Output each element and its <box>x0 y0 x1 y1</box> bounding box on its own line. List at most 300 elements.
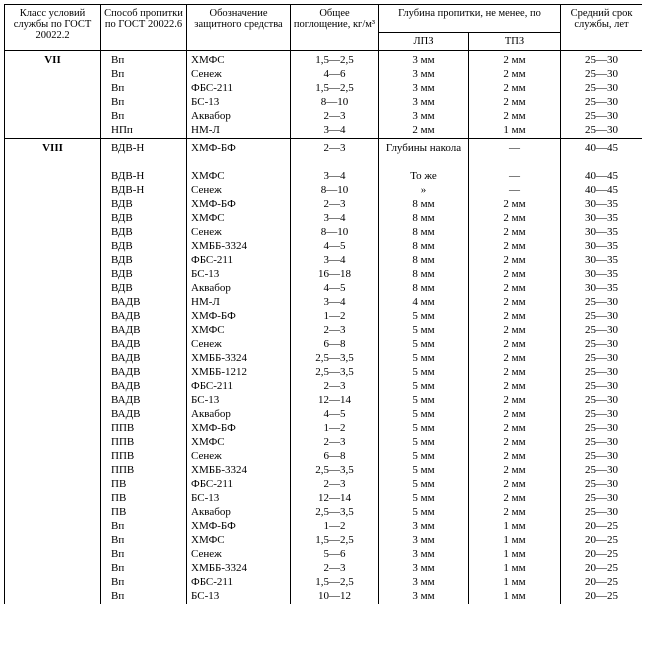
table-row <box>5 380 643 394</box>
table-row <box>5 534 643 548</box>
table-row <box>5 366 643 380</box>
service-life-cell: 25—30 <box>561 96 643 110</box>
method-cell: ПВ <box>101 506 187 520</box>
agent-cell: ХМФ-БФ <box>187 198 291 212</box>
table-row <box>5 422 643 436</box>
service-life-cell: 20—25 <box>561 590 643 604</box>
service-life-cell: 30—35 <box>561 240 643 254</box>
lpz-depth-cell: 8 мм <box>379 226 469 240</box>
consumption-cell: 3—4 <box>291 254 379 268</box>
table-row <box>5 492 643 506</box>
consumption-cell: 1—2 <box>291 520 379 534</box>
consumption-cell: 2—3 <box>291 478 379 492</box>
lpz-depth-cell: 5 мм <box>379 492 469 506</box>
method-cell: ВАДВ <box>101 352 187 366</box>
lpz-depth-cell: 8 мм <box>379 254 469 268</box>
table-row <box>5 576 643 590</box>
agent-cell: ФБС-211 <box>187 254 291 268</box>
method-cell: ВАДВ <box>101 338 187 352</box>
service-life-cell: 40—45 <box>561 139 643 171</box>
lpz-depth-cell: 3 мм <box>379 562 469 576</box>
table-row <box>5 240 643 254</box>
tpz-depth-cell: 2 мм <box>469 226 561 240</box>
tpz-depth-cell: 2 мм <box>469 366 561 380</box>
class-cell <box>5 506 101 520</box>
method-cell: Вп <box>101 548 187 562</box>
method-cell: ВАДВ <box>101 296 187 310</box>
agent-cell: БС-13 <box>187 268 291 282</box>
service-life-cell: 25—30 <box>561 110 643 124</box>
service-life-cell: 20—25 <box>561 548 643 562</box>
consumption-cell: 2—3 <box>291 110 379 124</box>
service-life-cell: 25—30 <box>561 338 643 352</box>
consumption-cell: 5—6 <box>291 548 379 562</box>
table-row <box>5 110 643 124</box>
tpz-depth-cell: 2 мм <box>469 492 561 506</box>
class-cell <box>5 324 101 338</box>
service-life-cell: 25—30 <box>561 82 643 96</box>
tpz-depth-cell: 2 мм <box>469 506 561 520</box>
service-life-cell: 25—30 <box>561 380 643 394</box>
consumption-cell: 8—10 <box>291 226 379 240</box>
lpz-depth-cell: Глубины накола <box>379 139 469 171</box>
consumption-cell: 2,5—3,5 <box>291 366 379 380</box>
class-cell <box>5 534 101 548</box>
method-cell: Вп <box>101 534 187 548</box>
consumption-cell: 2—3 <box>291 198 379 212</box>
tpz-depth-cell: 2 мм <box>469 96 561 110</box>
lpz-depth-cell: 3 мм <box>379 590 469 604</box>
class-cell <box>5 96 101 110</box>
consumption-cell: 2,5—3,5 <box>291 506 379 520</box>
service-life-cell: 25—30 <box>561 296 643 310</box>
lpz-depth-cell: 5 мм <box>379 324 469 338</box>
service-life-cell: 25—30 <box>561 450 643 464</box>
consumption-cell: 3—4 <box>291 296 379 310</box>
table-row <box>5 96 643 110</box>
lpz-depth-cell: 3 мм <box>379 520 469 534</box>
agent-cell: ХМББ-1212 <box>187 366 291 380</box>
table-row <box>5 590 643 604</box>
header-depth: Глубина пропитки, не менее, по <box>379 5 561 33</box>
class-cell <box>5 352 101 366</box>
service-life-cell: 25—30 <box>561 408 643 422</box>
class-cell <box>5 450 101 464</box>
agent-cell: БС-13 <box>187 590 291 604</box>
tpz-depth-cell: 2 мм <box>469 394 561 408</box>
lpz-depth-cell: » <box>379 184 469 198</box>
agent-cell: ХМББ-3324 <box>187 562 291 576</box>
service-life-cell: 25—30 <box>561 310 643 324</box>
service-life-cell: 40—45 <box>561 184 643 198</box>
lpz-depth-cell: 8 мм <box>379 282 469 296</box>
class-cell <box>5 590 101 604</box>
consumption-cell: 4—5 <box>291 408 379 422</box>
service-life-cell: 30—35 <box>561 212 643 226</box>
header-method: Способ пропитки по ГОСТ 20022.6 <box>101 5 187 51</box>
table-row <box>5 139 643 171</box>
class-cell <box>5 464 101 478</box>
class-cell <box>5 380 101 394</box>
lpz-depth-cell: 3 мм <box>379 96 469 110</box>
method-cell: ППВ <box>101 422 187 436</box>
class-cell: VIII <box>5 139 101 171</box>
service-life-cell: 25—30 <box>561 68 643 82</box>
lpz-depth-cell: 3 мм <box>379 110 469 124</box>
table-row <box>5 170 643 184</box>
consumption-cell: 6—8 <box>291 450 379 464</box>
method-cell: ВАДВ <box>101 324 187 338</box>
agent-cell: Сенеж <box>187 226 291 240</box>
method-cell: Вп <box>101 520 187 534</box>
method-cell: Вп <box>101 82 187 96</box>
agent-cell: Аквабор <box>187 110 291 124</box>
tpz-depth-cell: 2 мм <box>469 450 561 464</box>
consumption-cell: 8—10 <box>291 184 379 198</box>
tpz-depth-cell: 2 мм <box>469 422 561 436</box>
tpz-depth-cell: 2 мм <box>469 51 561 69</box>
tpz-depth-cell: 2 мм <box>469 68 561 82</box>
class-cell <box>5 478 101 492</box>
method-cell: ВДВ <box>101 282 187 296</box>
lpz-depth-cell: 5 мм <box>379 478 469 492</box>
tpz-depth-cell: 2 мм <box>469 380 561 394</box>
method-cell: ВАДВ <box>101 394 187 408</box>
lpz-depth-cell: 3 мм <box>379 548 469 562</box>
method-cell: ВДВ <box>101 212 187 226</box>
lpz-depth-cell: 5 мм <box>379 338 469 352</box>
class-cell <box>5 576 101 590</box>
agent-cell: Сенеж <box>187 450 291 464</box>
method-cell: ПВ <box>101 492 187 506</box>
lpz-depth-cell: 5 мм <box>379 450 469 464</box>
consumption-cell: 3—4 <box>291 124 379 139</box>
consumption-cell: 1—2 <box>291 422 379 436</box>
service-life-cell: 30—35 <box>561 268 643 282</box>
tpz-depth-cell: — <box>469 170 561 184</box>
agent-cell: НМ-Л <box>187 296 291 310</box>
lpz-depth-cell: 8 мм <box>379 240 469 254</box>
tpz-depth-cell: 1 мм <box>469 590 561 604</box>
lpz-depth-cell: 5 мм <box>379 366 469 380</box>
class-cell <box>5 422 101 436</box>
table-row <box>5 562 643 576</box>
method-cell: ВДВ <box>101 198 187 212</box>
lpz-depth-cell: 5 мм <box>379 408 469 422</box>
header-agent: Обозначение защитного средства <box>187 5 291 51</box>
table-row <box>5 51 643 69</box>
table-row <box>5 198 643 212</box>
table-row <box>5 352 643 366</box>
consumption-cell: 16—18 <box>291 268 379 282</box>
service-life-cell: 25—30 <box>561 464 643 478</box>
class-cell <box>5 548 101 562</box>
service-life-cell: 25—30 <box>561 436 643 450</box>
table-row <box>5 282 643 296</box>
agent-cell: ХМФ-БФ <box>187 310 291 324</box>
tpz-depth-cell: 1 мм <box>469 562 561 576</box>
class-cell: VII <box>5 51 101 69</box>
service-life-cell: 20—25 <box>561 520 643 534</box>
tpz-depth-cell: 2 мм <box>469 436 561 450</box>
agent-cell: Аквабор <box>187 282 291 296</box>
table-row <box>5 310 643 324</box>
header-life: Средний срок службы, лет <box>561 5 643 51</box>
tpz-depth-cell: 2 мм <box>469 282 561 296</box>
service-life-cell: 20—25 <box>561 562 643 576</box>
agent-cell: БС-13 <box>187 492 291 506</box>
tpz-depth-cell: 2 мм <box>469 212 561 226</box>
header-lpz: ЛПЗ <box>379 33 469 51</box>
method-cell: ВАДВ <box>101 310 187 324</box>
table-row <box>5 124 643 139</box>
lpz-depth-cell: 8 мм <box>379 198 469 212</box>
agent-cell: Сенеж <box>187 548 291 562</box>
service-life-cell: 20—25 <box>561 576 643 590</box>
agent-cell: Сенеж <box>187 338 291 352</box>
class-cell <box>5 82 101 96</box>
class-cell <box>5 408 101 422</box>
method-cell: Вп <box>101 51 187 69</box>
tpz-depth-cell: 2 мм <box>469 352 561 366</box>
consumption-cell: 2—3 <box>291 139 379 171</box>
table-row <box>5 506 643 520</box>
header-class: Класс условий службы по ГОСТ 20022.2 <box>5 5 101 51</box>
tpz-depth-cell: 2 мм <box>469 240 561 254</box>
lpz-depth-cell: 5 мм <box>379 352 469 366</box>
header-consumption: Общее поглощение, кг/м³ <box>291 5 379 51</box>
consumption-cell: 12—14 <box>291 394 379 408</box>
consumption-cell: 1,5—2,5 <box>291 82 379 96</box>
class-cell <box>5 254 101 268</box>
table-row <box>5 478 643 492</box>
service-life-cell: 30—35 <box>561 226 643 240</box>
class-cell <box>5 436 101 450</box>
table-row <box>5 338 643 352</box>
consumption-cell: 12—14 <box>291 492 379 506</box>
impregnation-table <box>4 4 642 604</box>
table-row <box>5 324 643 338</box>
tpz-depth-cell: 1 мм <box>469 124 561 139</box>
agent-cell: ФБС-211 <box>187 576 291 590</box>
class-cell <box>5 394 101 408</box>
lpz-depth-cell: 5 мм <box>379 380 469 394</box>
service-life-cell: 25—30 <box>561 506 643 520</box>
method-cell: ВДВ <box>101 226 187 240</box>
method-cell: ВДВ <box>101 240 187 254</box>
agent-cell: ФБС-211 <box>187 478 291 492</box>
tpz-depth-cell: — <box>469 139 561 171</box>
class-group-vii <box>5 51 643 139</box>
method-cell: ППВ <box>101 436 187 450</box>
service-life-cell: 25—30 <box>561 366 643 380</box>
table-row <box>5 408 643 422</box>
method-cell: ВДВ-Н <box>101 139 187 171</box>
consumption-cell: 3—4 <box>291 170 379 184</box>
agent-cell: ХМББ-3324 <box>187 464 291 478</box>
tpz-depth-cell: 2 мм <box>469 198 561 212</box>
tpz-depth-cell: 2 мм <box>469 464 561 478</box>
tpz-depth-cell: 2 мм <box>469 110 561 124</box>
service-life-cell: 25—30 <box>561 124 643 139</box>
agent-cell: ХМФС <box>187 170 291 184</box>
consumption-cell: 10—12 <box>291 590 379 604</box>
agent-cell: БС-13 <box>187 96 291 110</box>
consumption-cell: 2—3 <box>291 562 379 576</box>
service-life-cell: 25—30 <box>561 394 643 408</box>
method-cell: ВДВ-Н <box>101 170 187 184</box>
agent-cell: ФБС-211 <box>187 82 291 96</box>
class-group-viii <box>5 139 643 605</box>
table-row <box>5 450 643 464</box>
class-cell <box>5 198 101 212</box>
service-life-cell: 25—30 <box>561 51 643 69</box>
class-cell <box>5 110 101 124</box>
lpz-depth-cell: 5 мм <box>379 436 469 450</box>
service-life-cell: 25—30 <box>561 478 643 492</box>
table-row <box>5 520 643 534</box>
class-cell <box>5 296 101 310</box>
tpz-depth-cell: — <box>469 184 561 198</box>
lpz-depth-cell: 5 мм <box>379 464 469 478</box>
method-cell: ВДВ <box>101 268 187 282</box>
consumption-cell: 8—10 <box>291 96 379 110</box>
tpz-depth-cell: 1 мм <box>469 520 561 534</box>
method-cell: ПВ <box>101 478 187 492</box>
table-row <box>5 82 643 96</box>
lpz-depth-cell: 3 мм <box>379 534 469 548</box>
agent-cell: БС-13 <box>187 394 291 408</box>
agent-cell: ХМФС <box>187 51 291 69</box>
service-life-cell: 25—30 <box>561 352 643 366</box>
method-cell: ВДВ <box>101 254 187 268</box>
agent-cell: Аквабор <box>187 506 291 520</box>
service-life-cell: 30—35 <box>561 282 643 296</box>
lpz-depth-cell: 8 мм <box>379 268 469 282</box>
class-cell <box>5 268 101 282</box>
consumption-cell: 4—6 <box>291 68 379 82</box>
class-cell <box>5 338 101 352</box>
lpz-depth-cell: 8 мм <box>379 212 469 226</box>
agent-cell: ХМФ-БФ <box>187 422 291 436</box>
consumption-cell: 2,5—3,5 <box>291 464 379 478</box>
lpz-depth-cell: 4 мм <box>379 296 469 310</box>
service-life-cell: 25—30 <box>561 324 643 338</box>
agent-cell: Сенеж <box>187 184 291 198</box>
lpz-depth-cell: 3 мм <box>379 68 469 82</box>
lpz-depth-cell: 5 мм <box>379 422 469 436</box>
class-cell <box>5 310 101 324</box>
table-row <box>5 268 643 282</box>
tpz-depth-cell: 1 мм <box>469 548 561 562</box>
method-cell: Вп <box>101 576 187 590</box>
consumption-cell: 6—8 <box>291 338 379 352</box>
consumption-cell: 1—2 <box>291 310 379 324</box>
agent-cell: ХМФ-БФ <box>187 520 291 534</box>
method-cell: ППВ <box>101 450 187 464</box>
table-row <box>5 184 643 198</box>
tpz-depth-cell: 2 мм <box>469 254 561 268</box>
agent-cell: ХМББ-3324 <box>187 240 291 254</box>
agent-cell: ХМФС <box>187 436 291 450</box>
method-cell: ВАДВ <box>101 408 187 422</box>
header-tpz: ТПЗ <box>469 33 561 51</box>
tpz-depth-cell: 1 мм <box>469 576 561 590</box>
lpz-depth-cell: 5 мм <box>379 310 469 324</box>
table-row <box>5 548 643 562</box>
consumption-cell: 3—4 <box>291 212 379 226</box>
class-cell <box>5 68 101 82</box>
class-cell <box>5 184 101 198</box>
method-cell: Вп <box>101 590 187 604</box>
service-life-cell: 25—30 <box>561 422 643 436</box>
agent-cell: ХМФС <box>187 212 291 226</box>
class-cell <box>5 492 101 506</box>
method-cell: Вп <box>101 562 187 576</box>
table-row <box>5 254 643 268</box>
table-row <box>5 68 643 82</box>
method-cell: НПп <box>101 124 187 139</box>
tpz-depth-cell: 2 мм <box>469 310 561 324</box>
class-cell <box>5 124 101 139</box>
tpz-depth-cell: 1 мм <box>469 534 561 548</box>
tpz-depth-cell: 2 мм <box>469 338 561 352</box>
lpz-depth-cell: 2 мм <box>379 124 469 139</box>
consumption-cell: 2—3 <box>291 324 379 338</box>
method-cell: Вп <box>101 96 187 110</box>
table-header <box>5 5 643 51</box>
consumption-cell: 2—3 <box>291 380 379 394</box>
consumption-cell: 1,5—2,5 <box>291 534 379 548</box>
consumption-cell: 2,5—3,5 <box>291 352 379 366</box>
agent-cell: ХМФС <box>187 324 291 338</box>
tpz-depth-cell: 2 мм <box>469 82 561 96</box>
table-row <box>5 436 643 450</box>
lpz-depth-cell: 3 мм <box>379 576 469 590</box>
class-cell <box>5 212 101 226</box>
tpz-depth-cell: 2 мм <box>469 268 561 282</box>
consumption-cell: 1,5—2,5 <box>291 51 379 69</box>
consumption-cell: 4—5 <box>291 282 379 296</box>
lpz-depth-cell: 3 мм <box>379 82 469 96</box>
agent-cell: ФБС-211 <box>187 380 291 394</box>
agent-cell: Аквабор <box>187 408 291 422</box>
class-cell <box>5 240 101 254</box>
agent-cell: Сенеж <box>187 68 291 82</box>
class-cell <box>5 170 101 184</box>
method-cell: ВАДВ <box>101 366 187 380</box>
method-cell: ППВ <box>101 464 187 478</box>
agent-cell: НМ-Л <box>187 124 291 139</box>
service-life-cell: 20—25 <box>561 534 643 548</box>
tpz-depth-cell: 2 мм <box>469 296 561 310</box>
service-life-cell: 30—35 <box>561 198 643 212</box>
tpz-depth-cell: 2 мм <box>469 324 561 338</box>
service-life-cell: 40—45 <box>561 170 643 184</box>
lpz-depth-cell: 5 мм <box>379 506 469 520</box>
method-cell: Вп <box>101 68 187 82</box>
agent-cell: ХМФ-БФ <box>187 139 291 171</box>
tpz-depth-cell: 2 мм <box>469 408 561 422</box>
class-cell <box>5 562 101 576</box>
method-cell: Вп <box>101 110 187 124</box>
table-row <box>5 226 643 240</box>
class-cell <box>5 366 101 380</box>
table-row <box>5 394 643 408</box>
class-cell <box>5 282 101 296</box>
agent-cell: ХМББ-3324 <box>187 352 291 366</box>
table-row <box>5 464 643 478</box>
